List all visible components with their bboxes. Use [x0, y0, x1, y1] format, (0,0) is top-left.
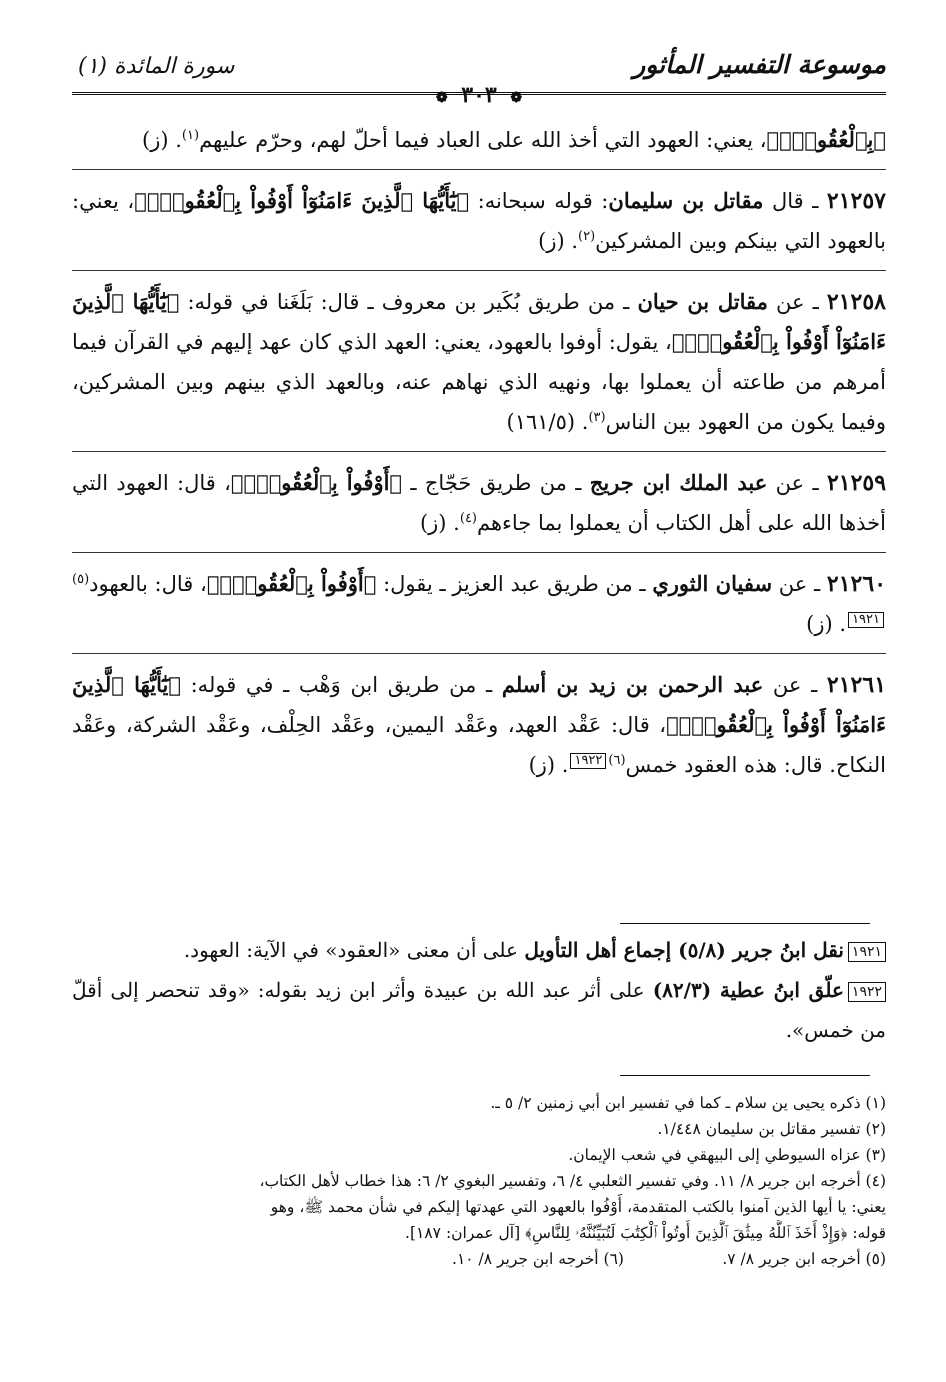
quran-quote: ﴿بِٱلْعُقُودِۚ﴾ — [766, 127, 886, 152]
surah-title: سورة المائدة (١) — [78, 54, 235, 79]
narrator-name: عبد الملك ابن جريج — [589, 470, 768, 495]
entry-text: ، يعني: العهود التي أخذ الله على العباد فيما أحلّ لهم، وحرّم عليهم — [199, 128, 767, 152]
footnote-4-line1: (٤) أخرجه ابن جرير ٨/ ١١. وفي تفسير الثعلبي ٤/ ٦، وتفسير البغوي ٢/ ٦: هذا خطاب لأهل الكتاب، — [259, 1172, 886, 1190]
entry-number: ٢١٢٥٩ — [826, 470, 887, 496]
footnote-6: (٦) أخرجه ابن جرير ٨/ ١٠. — [452, 1250, 624, 1268]
entry-number: ٢١٢٥٨ — [826, 289, 886, 315]
narrator-name: سفيان الثوري — [652, 571, 773, 596]
note-number-box: ١٩٢٢ — [848, 982, 886, 1002]
note-bold: نقل ابنُ جرير (٥/٨) إجماع أهل التأويل — [524, 938, 844, 962]
note-bold: علّق ابنُ عطية (٨٢/٣) — [652, 978, 844, 1002]
entry-21257: ٢١٢٥٧ ـ قال مقاتل بن سليمان: قوله سبحانه: ﴿يَٰٓأَيُّهَا ٱلَّذِينَ ءَامَنُوٓاْ أَوْفُواْ بِٱلْعُقُودِۚ﴾، يعني: بالعهود التي بينكم وبين المشركين$^{(٢)}$. (ز) — [72, 188, 886, 253]
header-rule — [72, 92, 886, 95]
entry-text: ، قال: عَقْد العهد، وعَقْد اليمين، وعَقْد الحِلْف، وعَقْد الشركة، وعَقْد النكاح. قال: هذه العقود خمس — [72, 713, 886, 777]
entry-tail: . (ز) — [142, 128, 182, 152]
entry-text: ، يعني: بالعهود التي بينكم وبين المشركين — [72, 189, 886, 253]
note-text: على أثر عبد الله بن عبيدة وأثر ابن زيد بقوله: «وقد تنحصر إلى أقلّ من خمس». — [72, 978, 886, 1042]
quran-quote: ﴿يَٰٓأَيُّهَا ٱلَّذِينَ ءَامَنُوٓاْ أَوْفُواْ بِٱلْعُقُودِۚ﴾ — [72, 672, 886, 737]
ornament-icon: ❁ — [510, 90, 523, 106]
footnote-marker: (٢) — [578, 229, 596, 244]
entry-text: ، يقول: أوفوا بالعهود، يعني: العهد الذي كان عهد إليهم في القرآن فيما أمرهم من طاعته أن يعملوا بها، ونهيه الذي نهاهم عنه، وبالعهد الذي بينهم وبين المشركين، وفيما يكون من العهود بين الناس — [72, 330, 886, 434]
note-ref-box[interactable]: ١٩٢٢ — [570, 753, 606, 769]
entry-number: ٢١٢٦٠ — [826, 571, 887, 597]
entry-21261: ٢١٢٦١ ـ عن عبد الرحمن بن زيد بن أسلم ـ من طريق ابن وَهْب ـ في قوله: ﴿يَٰٓأَيُّهَا ٱلَّذِينَ ءَامَنُوٓاْ أَوْفُواْ بِٱلْعُقُودِۚ﴾، قال: عَقْد العهد، وعَقْد اليمين، وعَقْد الحِلْف، وعَقْد الشركة، وعَقْد النكاح. قال: هذه العقود خمس$^{(٦)}$١٩٢٢. (ز) — [72, 672, 887, 777]
footnote-3: (٣) عزاه السيوطي إلى البيهقي في شعب الإيمان. — [568, 1146, 886, 1164]
footnote-4-line2: يعني: يا أيها الذين آمنوا بالكتب المتقدمة، أَوْفُوا بالعهود التي عهدتها إليكم في شأن محمد ﷺ، وهو — [270, 1198, 886, 1216]
footnotes — [72, 1090, 886, 1272]
quran-quote: ﴿يَٰٓأَيُّهَا ٱلَّذِينَ ءَامَنُوٓاْ أَوْفُواْ بِٱلْعُقُودِۚ﴾ — [72, 289, 886, 354]
entry-divider — [72, 451, 886, 452]
page-number-line — [72, 82, 886, 108]
book-title: موسوعة التفسير المأثور — [633, 50, 886, 79]
entry-divider — [72, 552, 886, 553]
footnote-row-5-6 — [72, 1246, 886, 1272]
entry-number: ٢١٢٥٧ — [826, 188, 886, 214]
note-ref-box[interactable]: ١٩٢١ — [848, 612, 884, 628]
footnote-marker: (٦) — [608, 753, 626, 768]
quran-quote: ﴿أَوْفُواْ بِٱلْعُقُودِۚ﴾ — [206, 571, 377, 596]
quran-quote: ﴿أَوْفُواْ بِٱلْعُقُودِۚ﴾ — [230, 470, 403, 495]
footnote-marker: (٥) — [72, 572, 90, 587]
entry-text: ، قال: العهود التي أخذها الله على أهل الكتاب أن يعملوا بما جاءهم — [72, 471, 886, 535]
note-text: على أن معنى «العقود» في الآية: العهود. — [183, 938, 525, 962]
footnote-marker: (٤) — [459, 511, 477, 526]
footnote-4-line3: قوله: ﴿وَإِذْ أَخَذَ ٱللَّهُ مِيثَٰقَ ٱلَّذِينَ أُوتُواْ ٱلْكِتَٰبَ لَتُبَيِّنُنَّهُۥ لِلنَّاسِ﴾ [آل عمران: ١٨٧]. — [405, 1224, 886, 1242]
narrator-name: عبد الرحمن بن زيد بن أسلم — [501, 672, 764, 697]
footnote-1: (١) ذكره يحيى ين سلام ـ كما في تفسير ابن أبي زمنين ٢/ ٥ ـ. — [490, 1094, 886, 1112]
entry-divider — [72, 653, 886, 654]
footnote-marker: (١) — [181, 128, 200, 143]
main-text — [72, 120, 886, 785]
footnote-marker: (٣) — [588, 410, 606, 425]
editor-notes — [72, 930, 886, 1050]
narrator-name: مقاتل بن حيان — [637, 289, 768, 314]
note-1922 — [72, 970, 886, 1050]
ornament-icon: ❁ — [435, 90, 448, 106]
notes-divider — [620, 923, 870, 924]
entry-text: ، قال: بالعهود — [89, 572, 207, 596]
entry-number: ٢١٢٦١ — [826, 672, 887, 698]
footnote-2: (٢) تفسير مقاتل بن سليمان ١/٤٤٨. — [657, 1120, 886, 1138]
entry-21259: ٢١٢٥٩ ـ عن عبد الملك ابن جريج ـ من طريق حَجّاج ـ ﴿أَوْفُواْ بِٱلْعُقُودِۚ﴾، قال: العهود التي أخذها الله على أهل الكتاب أن يعملوا بما جاءهم$^{(٤)}$. (ز) — [72, 470, 887, 535]
page-number: ٣٠٣ — [461, 82, 497, 108]
narrator-name: مقاتل بن سليمان — [608, 188, 764, 213]
footnote-5: (٥) أخرجه ابن جرير ٨/ ٧. — [722, 1250, 886, 1268]
entry-continued — [72, 120, 886, 160]
entry-divider — [72, 270, 886, 271]
entry-divider — [72, 169, 886, 170]
note-number-box: ١٩٢١ — [848, 942, 886, 962]
page-header — [72, 50, 886, 108]
quran-quote: ﴿يَٰٓأَيُّهَا ٱلَّذِينَ ءَامَنُوٓاْ أَوْفُواْ بِٱلْعُقُودِۚ﴾ — [134, 188, 470, 213]
entry-21260: ٢١٢٦٠ ـ عن سفيان الثوري ـ من طريق عبد العزيز ـ يقول: ﴿أَوْفُواْ بِٱلْعُقُودِۚ﴾، قال: بالعهود$^{(٥)}$١٩٢١. (ز) — [72, 571, 887, 636]
note-1921 — [72, 930, 886, 970]
footnotes-divider — [620, 1075, 870, 1076]
entry-21258: ٢١٢٥٨ ـ عن مقاتل بن حيان ـ من طريق بُكَير بن معروف ـ قال: بَلَغَنا في قوله: ﴿يَٰٓأَيُّهَا ٱلَّذِينَ ءَامَنُوٓاْ أَوْفُواْ بِٱلْعُقُودِۚ﴾، يقول: أوفوا بالعهود، يعني: العهد الذي كان عهد إليهم في القرآن فيما أمرهم من طاعته أن يعملوا بها، ونهيه الذي نهاهم عنه، وبالعهد الذي بينهم وبين المشركين، وفيما يكون من العهود بين الناس$^{(٣)}$. (١٦١/٥) — [72, 289, 886, 434]
